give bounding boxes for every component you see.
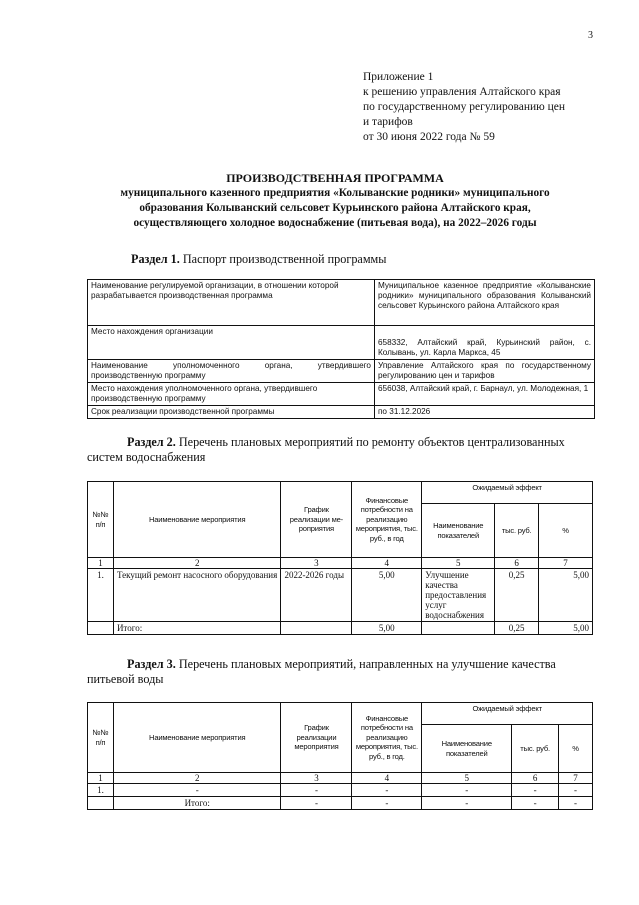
col-header-thousand: тыс. руб. xyxy=(495,504,539,558)
row-num: 1. xyxy=(88,569,114,622)
total-schedule: - xyxy=(281,797,352,810)
col-header-schedule: График реализации мероприятия xyxy=(281,703,352,773)
section3-label: Раздел 3. xyxy=(127,657,176,671)
document-title xyxy=(60,171,610,231)
passport-key: Наименование регулируемой организации, в отношении которой разрабатывается производственная программа xyxy=(88,280,375,326)
title-line: образования Колыванский сельсовет Курьинского района Алтайского края, xyxy=(139,202,531,214)
col-header-percent: % xyxy=(539,504,593,558)
section2-heading xyxy=(87,435,592,465)
column-number: 1 xyxy=(88,773,114,784)
total-row xyxy=(88,622,593,635)
appendix-line: к решению управления Алтайского края xyxy=(363,86,561,98)
appendix-line: по государственному регулированию цен xyxy=(363,101,566,113)
section1-label: Раздел 1. xyxy=(131,252,180,266)
row-num: 1. xyxy=(88,784,114,797)
passport-key: Место нахождения организации xyxy=(88,326,375,360)
table-row xyxy=(88,360,595,383)
col-header-indicator: Наименование показателей xyxy=(422,504,495,558)
column-number: 2 xyxy=(113,773,281,784)
col-header-schedule: График реализации ме-роприятия xyxy=(281,482,352,558)
section3-heading xyxy=(87,657,592,687)
row-indicator: Улучшение качества предоставления услуг водоснабжения xyxy=(422,569,495,622)
table-row xyxy=(88,326,595,360)
section1-text: Паспорт производственной программы xyxy=(182,252,387,266)
column-number-row xyxy=(88,773,593,784)
total-num-cell xyxy=(88,797,114,810)
col-header-percent: % xyxy=(559,725,593,773)
column-number: 4 xyxy=(352,773,422,784)
column-number: 3 xyxy=(281,773,352,784)
passport-value: Муниципальное казенное предприятие «Колыванские родники» муниципального образования Колыванский сельсовет Курьинского района Алтайского края xyxy=(375,280,595,326)
total-thousand: - xyxy=(512,797,559,810)
row-finance: 5,00 xyxy=(352,569,422,622)
repair-measures-table xyxy=(87,481,593,635)
col-header-thousand: тыс. руб. xyxy=(512,725,559,773)
passport-key: Наименование уполномоченного органа, утвердившего производственную программу xyxy=(88,360,375,383)
table-row xyxy=(88,784,593,797)
column-number: 6 xyxy=(512,773,559,784)
column-number: 1 xyxy=(88,558,114,569)
passport-key: Срок реализации производственной программы xyxy=(88,406,375,419)
table-header-row xyxy=(88,482,593,504)
table-row xyxy=(88,383,595,406)
column-number: 6 xyxy=(495,558,539,569)
table-header-row xyxy=(88,703,593,725)
row-percent: - xyxy=(559,784,593,797)
passport-table xyxy=(87,279,595,419)
total-num-cell xyxy=(88,622,114,635)
section2-label: Раздел 2. xyxy=(127,435,176,449)
column-number: 3 xyxy=(281,558,352,569)
water-quality-measures-table xyxy=(87,702,593,810)
row-name: Текущий ремонт насосного оборудования xyxy=(113,569,281,622)
total-indicator: - xyxy=(422,797,512,810)
col-header-effect: Ожидаемый эффект xyxy=(422,703,593,725)
col-header-num: №№ п/п xyxy=(88,703,114,773)
col-header-name: Наименование мероприятия xyxy=(113,703,281,773)
total-finance: - xyxy=(352,797,422,810)
col-header-finance: Финансовые потребности на реализацию мероприятия, тыс. руб., в год xyxy=(352,482,422,558)
row-schedule: 2022-2026 годы xyxy=(281,569,352,622)
column-number: 7 xyxy=(539,558,593,569)
column-number: 5 xyxy=(422,773,512,784)
appendix-line: от 30 июня 2022 года № 59 xyxy=(363,131,495,143)
passport-value: 656038, Алтайский край, г. Барнаул, ул. Молодежная, 1 xyxy=(375,383,595,406)
total-label: Итого: xyxy=(113,622,281,635)
title-line: осуществляющего холодное водоснабжение (питьевая вода), на 2022–2026 годы xyxy=(133,217,537,229)
column-number: 7 xyxy=(559,773,593,784)
total-thousand: 0,25 xyxy=(495,622,539,635)
total-percent: - xyxy=(559,797,593,810)
total-finance: 5,00 xyxy=(352,622,422,635)
passport-key: Место нахождения уполномоченного органа, утвердившего производственную программу xyxy=(88,383,375,406)
total-schedule-cell xyxy=(281,622,352,635)
row-name: - xyxy=(113,784,281,797)
section3-text: Перечень плановых мероприятий, направленных на улучшение качества питьевой воды xyxy=(87,657,556,686)
column-number-row xyxy=(88,558,593,569)
row-percent: 5,00 xyxy=(539,569,593,622)
row-finance: - xyxy=(352,784,422,797)
total-label: Итого: xyxy=(113,797,281,810)
column-number: 2 xyxy=(113,558,281,569)
col-header-name: Наименование мероприятия xyxy=(113,482,281,558)
page-number: 3 xyxy=(588,30,593,41)
total-percent: 5,00 xyxy=(539,622,593,635)
row-indicator: - xyxy=(422,784,512,797)
table-row xyxy=(88,569,593,622)
passport-value: 658332, Алтайский край, Курьинский район, с. Колывань, ул. Карла Маркса, 45 xyxy=(375,326,595,360)
passport-value: по 31.12.2026 xyxy=(375,406,595,419)
appendix-line: и тарифов xyxy=(363,116,413,128)
col-header-indicator: Наименование показателей xyxy=(422,725,512,773)
total-row xyxy=(88,797,593,810)
row-thousand: - xyxy=(512,784,559,797)
section1-heading xyxy=(131,252,386,267)
passport-value: Управление Алтайского края по государственному регулированию цен и тарифов xyxy=(375,360,595,383)
title-line: ПРОИЗВОДСТВЕННАЯ ПРОГРАММА xyxy=(226,171,444,185)
table-row xyxy=(88,406,595,419)
appendix-block xyxy=(363,70,613,145)
col-header-effect: Ожидаемый эффект xyxy=(422,482,593,504)
column-number: 5 xyxy=(422,558,495,569)
row-schedule: - xyxy=(281,784,352,797)
title-line: муниципального казенного предприятия «Колыванские родники» муниципального xyxy=(120,187,550,199)
table-row xyxy=(88,280,595,326)
col-header-finance: Финансовые потребности на реализацию мероприятия, тыс. руб., в год. xyxy=(352,703,422,773)
appendix-line: Приложение 1 xyxy=(363,71,434,83)
col-header-num: №№ п/п xyxy=(88,482,114,558)
row-thousand: 0,25 xyxy=(495,569,539,622)
total-indicator-cell xyxy=(422,622,495,635)
column-number: 4 xyxy=(352,558,422,569)
section2-text: Перечень плановых мероприятий по ремонту объектов централизованных систем водоснабжения xyxy=(87,435,565,464)
